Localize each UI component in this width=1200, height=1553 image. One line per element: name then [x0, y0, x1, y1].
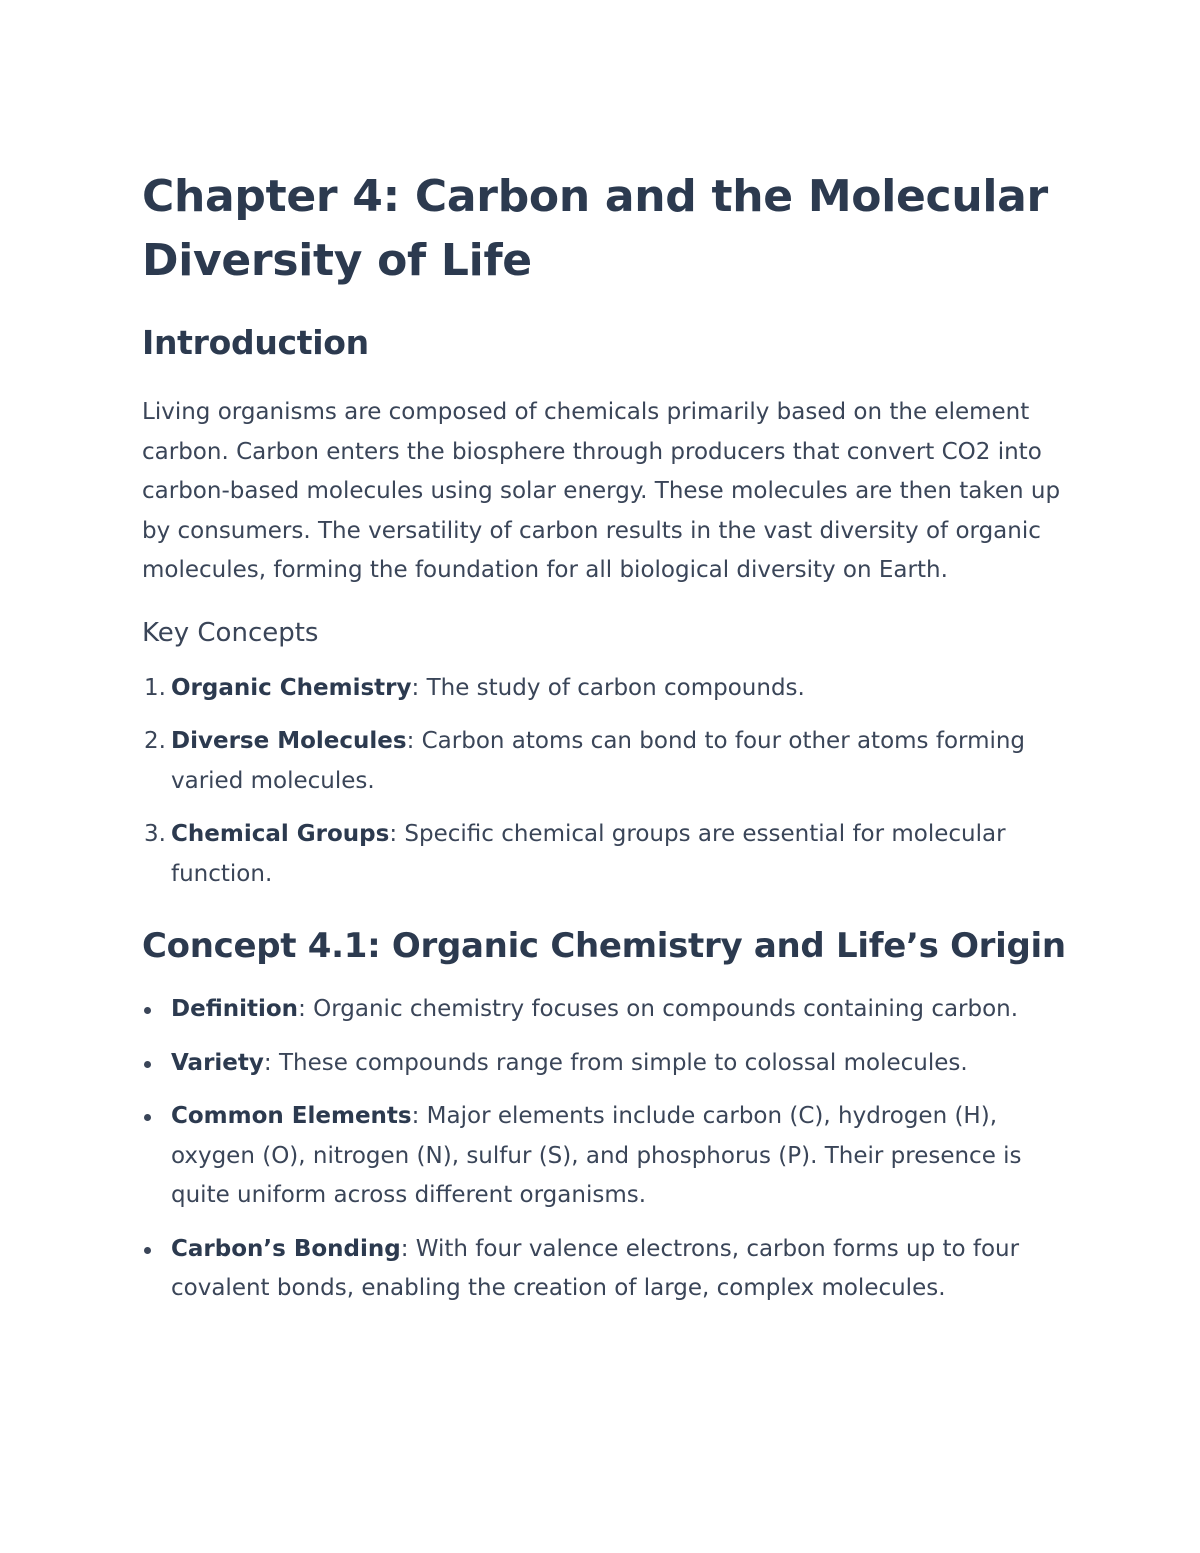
- concept-text: : Major elements include carbon (C), hydrogen (H), oxygen (O), nitrogen (N), sulfur (S), and phosphorus (P). Their presence is quite uniform across different organisms.: [171, 1103, 1022, 1208]
- key-concept-text: : Specific chemical groups are essential for molecular function.: [171, 821, 1006, 887]
- bullet-icon: [144, 1007, 151, 1014]
- bullet-icon: [144, 1114, 151, 1121]
- key-concept-text: : The study of carbon compounds.: [411, 674, 805, 701]
- key-concept-term: Organic Chemistry: [171, 674, 412, 701]
- concept-item: [142, 1097, 1072, 1216]
- key-concept-term: Diverse Molecules: [171, 728, 407, 754]
- concept-text: : With four valence electrons, carbon forms up to four covalent bonds, enabling the creation of large, complex molecules.: [171, 1235, 1020, 1301]
- concept-text: : These compounds range from simple to colossal molecules.: [263, 1049, 968, 1076]
- introduction-heading: Introduction: [142, 323, 369, 362]
- concept-item: [142, 1230, 1072, 1309]
- key-concepts-heading: Key Concepts: [142, 617, 319, 648]
- concept-4-1-heading: Concept 4.1: Organic Chemistry and Life’s Origin: [142, 926, 1066, 966]
- document-page: [142, 165, 1072, 1323]
- key-concept-text: : Carbon atoms can bond to four other atoms forming varied molecules.: [171, 728, 1026, 794]
- bullet-icon: [144, 1061, 151, 1068]
- concept-term: Definition: [171, 996, 299, 1022]
- list-number: 3.: [144, 821, 166, 847]
- list-number: 2.: [144, 728, 166, 754]
- concept-term: Common Elements: [171, 1103, 412, 1129]
- concept-term: Variety: [171, 1049, 264, 1076]
- concept-text: : Organic chemistry focuses on compounds containing carbon.: [298, 996, 1019, 1022]
- list-number: 1.: [144, 674, 166, 701]
- introduction-paragraph: Living organisms are composed of chemicals primarily based on the element carbon. Carbon enters the biosphere through producers that convert CO2 into carbon-based molecules using solar energy. These molecules are then taken up by consumers. The versatility of carbon results in the vast diversity of organic molecules, forming the foundation for all biological diversity on Earth.: [142, 399, 1061, 583]
- concept-term: Carbon’s Bonding: [171, 1235, 401, 1262]
- key-concept-item: [142, 669, 1072, 709]
- key-concept-item: [142, 815, 1072, 894]
- key-concept-term: Chemical Groups: [171, 821, 390, 847]
- concept-item: [142, 1044, 1072, 1084]
- page-title: Chapter 4: Carbon and the Molecular Diversity of Life: [142, 171, 1048, 286]
- key-concepts-list: [142, 669, 1072, 895]
- key-concept-item: [142, 722, 1072, 801]
- concept-item: [142, 990, 1072, 1030]
- concept-items-list: [142, 990, 1072, 1309]
- bullet-icon: [144, 1247, 151, 1254]
